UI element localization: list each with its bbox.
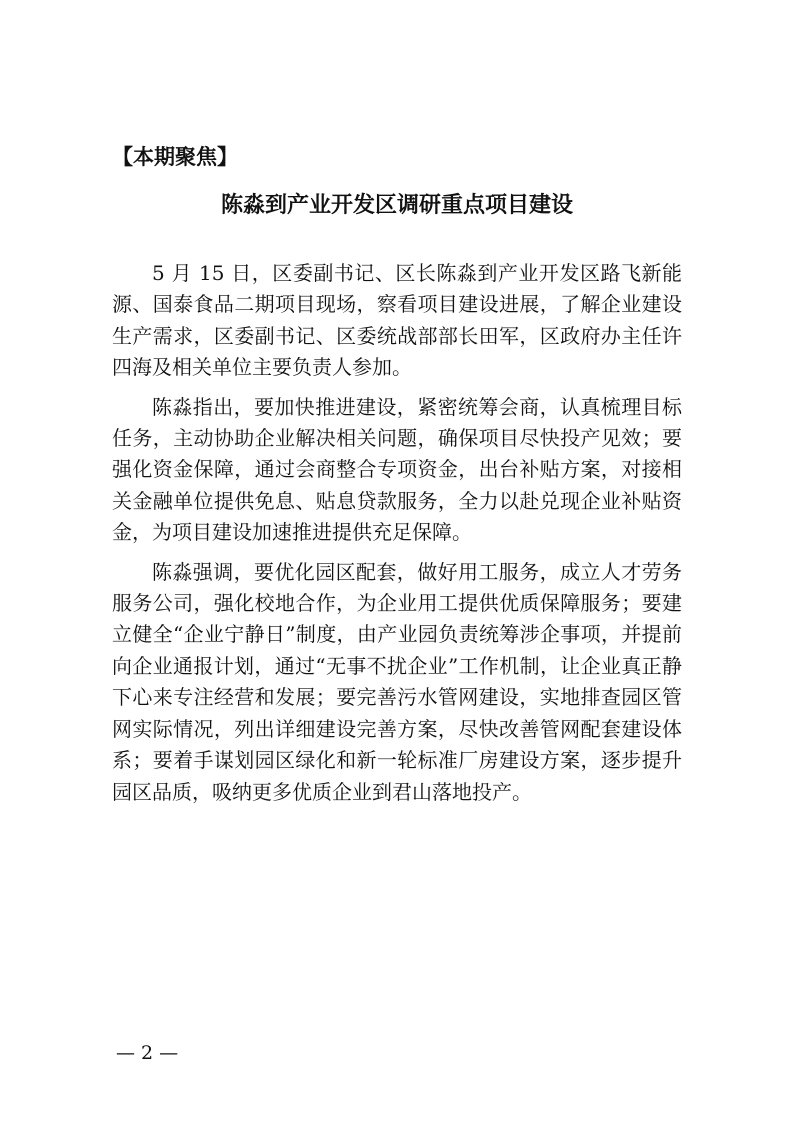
paragraph: 5 月 15 日，区委副书记、区长陈淼到产业开发区路飞新能源、国泰食品二期项目现场，察看项目建设进展，了解企业建设生产需求，区委副书记、区委统战部部长田军，区政府办主任许四海及相关单位主要负责人参加。 [112,261,682,380]
paragraph: 陈淼指出，要加快推进建设，紧密统筹会商，认真梳理目标任务，主动协助企业解决相关问题，确保项目尽快投产见效；要强化资金保障，通过会商整合专项资金，出台补贴方案，对接相关金融单位提供免息、贴息贷款服务，全力以赴兑现企业补贴资金，为项目建设加速推进提供充足保障。 [112,394,682,545]
page-number: — 2 — [116,1042,179,1064]
article-body [112,258,682,816]
paragraph: 陈淼强调，要优化园区配套，做好用工服务，成立人才劳务服务公司，强化校地合作，为企业用工提供优质保障服务；要建立健全“企业宁静日”制度，由产业园负责统筹涉企事项，并提前向企业通报计划，通过“无事不扰企业”工作机制，让企业真正静下心来专注经营和发展；要完善污水管网建设，实地排查园区管网实际情况，列出详细建设完善方案，尽快改善管网配套建设体系；要着手谋划园区绿化和新一轮标准厂房建设方案，逐步提升园区品质，吸纳更多优质企业到君山落地投产。 [112,559,682,804]
section-label: 【本期聚焦】 [112,145,238,169]
article-title: 陈淼到产业开发区调研重点项目建设 [220,193,573,218]
